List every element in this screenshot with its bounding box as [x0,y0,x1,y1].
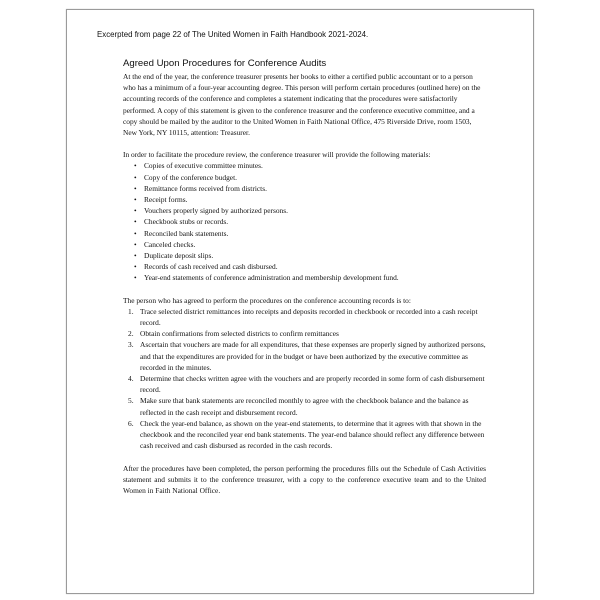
item-number: 2. [128,329,134,339]
list-item: • Year-end statements of conference administration and membership development fund. [134,272,486,283]
list-item: • Canceled checks. [134,239,486,250]
list-item: • Copies of executive committee minutes. [134,160,486,171]
item-text: Make sure that bank statements are reconciled monthly to agree with the checkbook balance and the balance as reflected in the cash receipt and disbursement record. [140,396,469,417]
document-page [66,9,534,594]
closing-paragraph: After the procedures have been completed, the person performing the procedures fills out the Schedule of Cash Activities statement and submits it to the conference treasurer, with a copy to the conference executive team and to the United Women in Faith National Office. [123,463,486,495]
item-text: Ascertain that vouchers are made for all expenditures, that these expenses are properly signed by authorized persons, and that the expenditures are provided for in the budget or have been authorized by the executive committee as recorded in the minutes. [140,340,486,372]
numbered-item [128,339,486,373]
item-text: Trace selected district remittances into receipts and deposits recorded in checkbook or recorded into a cash receipt record. [140,306,478,328]
numbered-item [128,395,486,417]
item-text: Obtain confirmations from selected districts to confirm remittances [140,329,339,339]
numbered-item [128,373,486,395]
list-item: • Remittance forms received from districts. [134,183,486,194]
item-number: 4. [128,374,134,384]
item-text: Determine that checks written agree with the vouchers and are properly recorded in some form of cash disbursement record. [140,374,485,395]
procedures-section [123,58,486,496]
item-text: Check the year-end balance, as shown on the year-end statements, to determine that it agrees with that shown in the checkbook and the reconciled year end bank statements. The year-end balance should reflect any difference between cash received and cash disbursed as recorded in the cash records. [140,418,485,451]
intro-paragraph: At the end of the year, the conference treasurer presents her books to either a certified public accountant or to a person who has a minimum of a four-year accounting degree. This person will perform certain procedures (outlined here) on the accounting records of the conference and completes a statement indicating that the procedures were satisfactorily performed. A copy of this statement is given to the conference treasurer and the conference executive committee, and a copy should be mailed by the auditor to the United Women in Faith National Office, 475 Riverside Drive, room 1503, New York, NY 10115, attention: Treasurer. [123,72,481,138]
list-item: • Receipt forms. [134,194,486,205]
section-title: Agreed Upon Procedures for Conference Audits [123,58,327,69]
item-number: 1. [128,306,134,316]
list-item: • Duplicate deposit slips. [134,250,486,261]
list-item: • Reconciled bank statements. [134,228,486,239]
excerpt-note: Excerpted from page 22 of The United Women in Faith Handbook 2021-2024. [97,30,369,39]
item-number: 6. [128,418,134,428]
materials-intro: In order to facilitate the procedure review, the conference treasurer will provide the following materials: [123,150,431,160]
item-number: 3. [128,340,134,350]
numbered-item [128,306,486,328]
list-item: • Vouchers properly signed by authorized persons. [134,205,486,216]
materials-list [123,160,486,283]
item-number: 5. [128,396,134,406]
list-item: • Copy of the conference budget. [134,172,486,183]
list-item: • Checkbook stubs or records. [134,216,486,227]
numbered-item [128,328,486,339]
procedures-list [123,306,486,452]
procedures-intro: The person who has agreed to perform the procedures on the conference accounting records is to: [123,295,411,305]
numbered-item [128,418,486,452]
list-item: • Records of cash received and cash disbursed. [134,261,486,272]
